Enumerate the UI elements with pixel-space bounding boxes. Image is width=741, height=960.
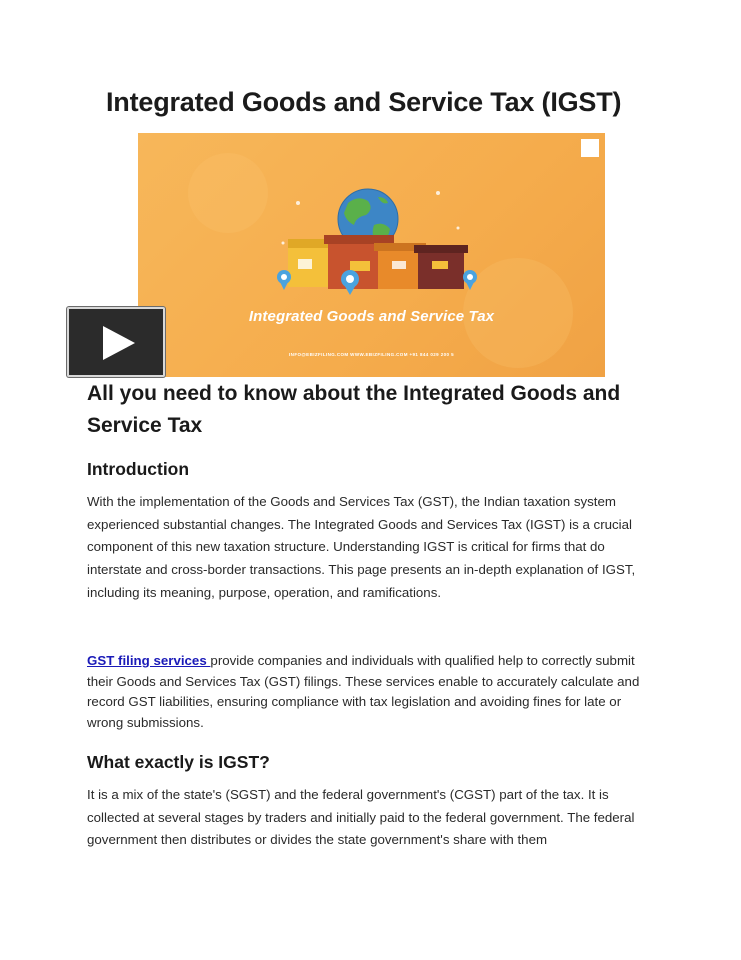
introduction-paragraph: With the implementation of the Goods and Services Tax (GST), the Indian taxation system experienced substantial changes. The Integrated Goods and Services Tax (IGST) is a crucial component of this new taxation structure. Understanding IGST is critical for firms that do interstate and cross-border transactions. This page presents an in-depth explanation of IGST, including its meaning, purpose, operation, and ramifications.: [87, 494, 636, 600]
section-heading-introduction: Introduction: [87, 459, 190, 479]
igst-banner-image: [138, 133, 605, 377]
company-logo: [581, 139, 599, 157]
gst-filing-services-link[interactable]: GST filing services: [87, 653, 211, 668]
video-play-button[interactable]: [67, 307, 165, 377]
globe-and-boxes-illustration: [138, 133, 605, 377]
section-heading-what-is-igst: What exactly is IGST?: [87, 752, 270, 772]
play-icon: [101, 324, 137, 362]
gst-services-paragraph: [87, 651, 647, 733]
banner-heading: Integrated Goods and Service Tax: [248, 308, 495, 325]
gst-services-text: provide companies and individuals with qualified help to correctly submit their Goods and Services Tax (GST) filings. These services enable to accurately calculate and record GST liabilities, ensuring compliance with tax legislation and avoiding fines for late or wrong submissions.: [87, 653, 640, 730]
article-heading: All you need to know about the Integrated Goods and Service Tax: [87, 382, 621, 437]
banner-contact-info: INFO@EBIZFILING.COM WWW.EBIZFILING.COM +91 844 029 200 5: [289, 352, 454, 357]
document-title: Integrated Goods and Service Tax (IGST): [106, 87, 622, 117]
what-is-igst-paragraph: It is a mix of the state's (SGST) and the federal government's (CGST) part of the tax. It is collected at several stages by traders and initially paid to the federal government. The federal government then distributes or divides the state government's share with them: [87, 787, 635, 848]
